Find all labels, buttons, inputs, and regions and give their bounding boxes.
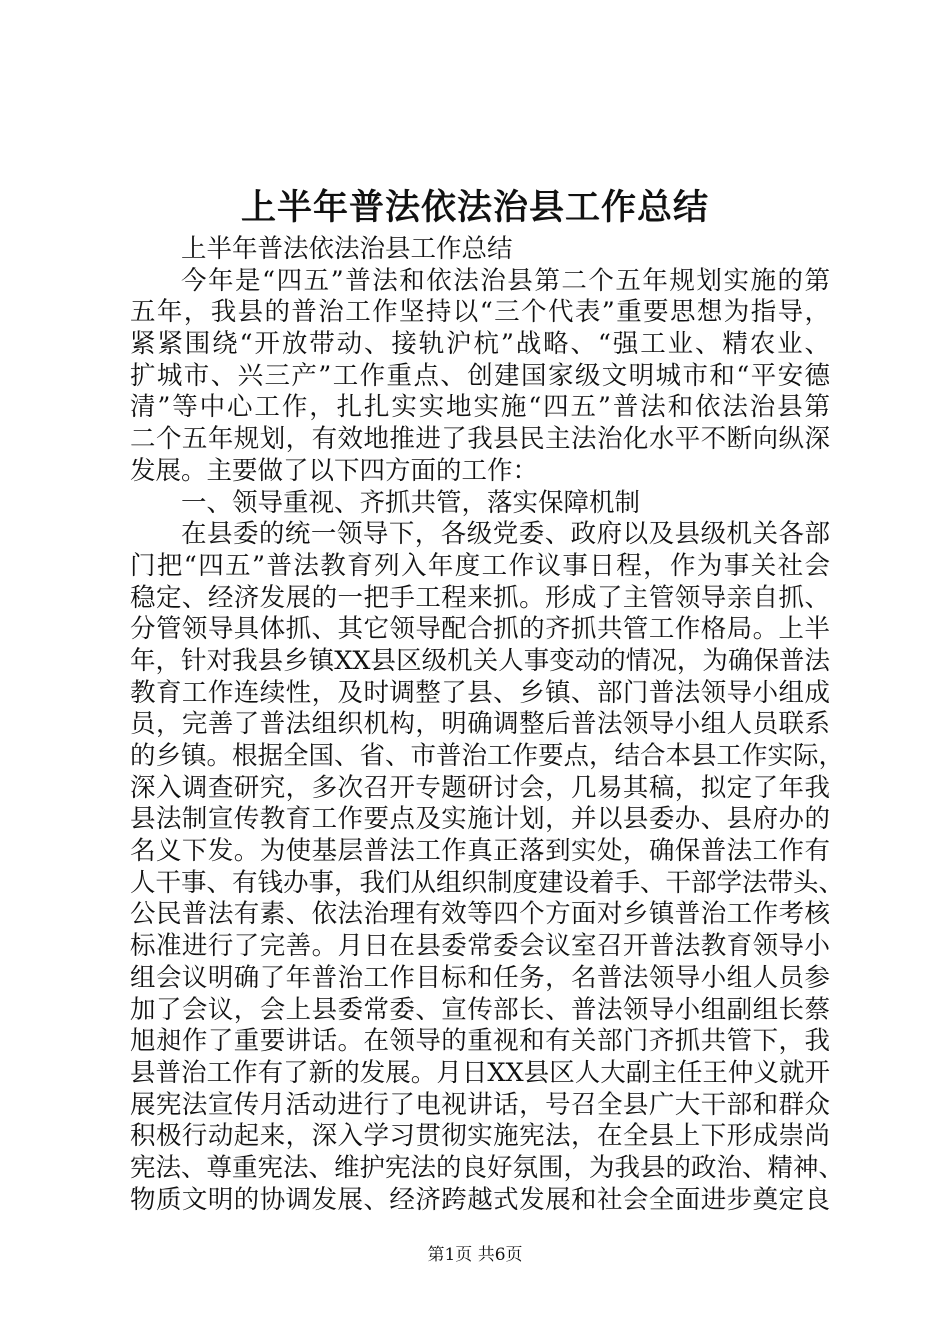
paragraph-line: 教育工作连续性，及时调整了县、乡镇、部门普法领导小组成	[130, 677, 830, 708]
paragraph-line: 扩城市、兴三产”工作重点、创建国家级文明城市和“平安德	[130, 360, 830, 391]
page-number-footer: 第1页 共6页	[427, 1245, 523, 1265]
paragraph-line: 五年，我县的普治工作坚持以“三个代表”重要思想为指导，	[130, 297, 830, 328]
paragraph-line: 在县委的统一领导下，各级党委、政府以及县级机关各部	[181, 519, 830, 550]
paragraph-line: 展宪法宣传月活动进行了电视讲话，号召全县广大干部和群众	[130, 1089, 830, 1120]
paragraph-line: 物质文明的协调发展、经济跨越式发展和社会全面进步奠定良	[130, 1184, 830, 1215]
paragraph-line: 员，完善了普法组织机构，明确调整后普法领导小组人员联系	[130, 709, 830, 740]
paragraph-line: 宪法、尊重宪法、维护宪法的良好氛围，为我县的政治、精神、	[130, 1152, 845, 1183]
paragraph-line: 今年是“四五”普法和依法治县第二个五年规划实施的第	[181, 265, 830, 296]
paragraph-line: 年，针对我县乡镇XX县区级机关人事变动的情况，为确保普法	[130, 645, 830, 676]
document-title: 上半年普法依法治县工作总结	[240, 187, 709, 228]
paragraph-line: 名义下发。为使基层普法工作真正落到实处，确保普法工作有	[130, 836, 830, 867]
paragraph-line: 旭昶作了重要讲话。在领导的重视和有关部门齐抓共管下，我	[130, 1026, 830, 1057]
section-heading: 一、领导重视、齐抓共管，落实保障机制	[181, 487, 641, 518]
paragraph-line: 发展。主要做了以下四方面的工作：	[130, 455, 539, 486]
paragraph-line: 标准进行了完善。月日在县委常委会议室召开普法教育领导小	[130, 931, 830, 962]
paragraph-line: 的乡镇。根据全国、省、市普治工作要点，结合本县工作实际，	[130, 741, 845, 771]
paragraph-line: 稳定、经济发展的一把手工程来抓。形成了主管领导亲自抓、	[130, 582, 830, 613]
paragraph-line: 公民普法有素、依法治理有效等四个方面对乡镇普治工作考核	[130, 899, 830, 930]
paragraph-line: 组会议明确了年普治工作目标和任务，名普法领导小组人员参	[130, 962, 830, 993]
paragraph-line: 门把“四五”普法教育列入年度工作议事日程，作为事关社会	[130, 550, 830, 581]
document-body	[130, 234, 845, 1216]
paragraph-line: 清”等中心工作，扎扎实实地实施“四五”普法和依法治县第	[130, 392, 830, 423]
paragraph-line: 二个五年规划，有效地推进了我县民主法治化水平不断向纵深	[130, 424, 830, 455]
paragraph-line: 加了会议，会上县委常委、宣传部长、普法领导小组副组长蔡	[130, 994, 830, 1025]
paragraph-line: 分管领导具体抓、其它领导配合抓的齐抓共管工作格局。上半	[130, 614, 830, 645]
paragraph-line: 深入调查研究，多次召开专题研讨会，几易其稿，拟定了年我	[130, 772, 830, 803]
paragraph-line: 人干事、有钱办事，我们从组织制度建设着手、干部学法带头、	[130, 867, 845, 898]
paragraph-line: 紧紧围绕“开放带动、接轨沪杭”战略、“强工业、精农业、	[130, 329, 830, 360]
paragraph-line: 积极行动起来，深入学习贯彻实施宪法，在全县上下形成崇尚	[130, 1121, 830, 1152]
paragraph-line: 县法制宣传教育工作要点及实施计划，并以县委办、县府办的	[130, 804, 830, 835]
paragraph-line: 县普治工作有了新的发展。月日XX县区人大副主任王仲义就开	[130, 1057, 830, 1088]
subtitle-line: 上半年普法依法治县工作总结	[181, 234, 513, 264]
